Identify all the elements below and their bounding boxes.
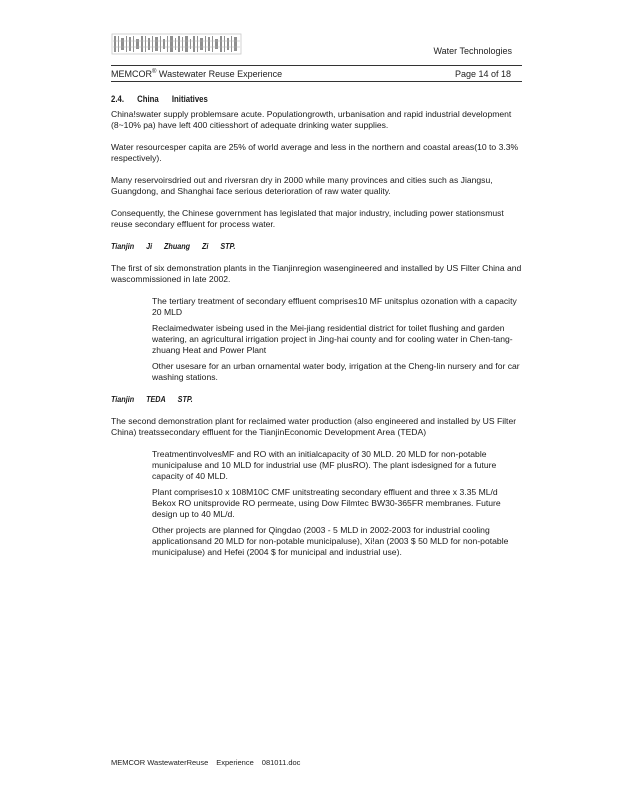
page-footer xyxy=(111,758,308,767)
footer-text: MEMCOR WastewaterReuse xyxy=(111,758,209,767)
paragraph: The first of six demonstration plants in the Tianjinregion wasengineered and installed by US Filter China and wascommissioned in late 2002. xyxy=(111,263,522,284)
indented-paragraph: Reclaimedwater isbeing used in the Mei-jiang residential district for toilet flushing and garden watering, an agricultural irrigation project in Jing-hai county and for cooling water in Chen-tang-zhuang Heat and Power Plant xyxy=(152,323,513,355)
heading-word: STP. xyxy=(220,241,236,251)
heading-word: Ji xyxy=(146,241,153,251)
indented-paragraph: The tertiary treatment of secondary effluent comprises10 MF unitsplus ozonation with a capacity 20 MLD xyxy=(152,296,517,317)
heading-word: Tianjin xyxy=(111,394,135,404)
section-heading xyxy=(111,94,448,105)
main-content xyxy=(111,94,522,569)
footer-text: Experience xyxy=(216,758,254,767)
document-title: MEMCOR® Wastewater Reuse Experience xyxy=(111,69,283,79)
heading-word: Zi xyxy=(201,241,209,251)
heading-word: Tianjin xyxy=(111,241,135,251)
heading-word: Zhuang xyxy=(163,241,191,251)
company-logo xyxy=(111,33,242,55)
subsection-heading-tianjin-jizhuangzi xyxy=(111,241,460,252)
indented-paragraph: Other projects are planned for Qingdao (2003 - 5 MLD in 2002-2003 for industrial cooling applicationsand 20 MLD for non-potable municipaluse), Xi!an (2003 $ 50 MLD for non-potable municipaluse) and Hefei (2004 $ for municipal and industrial use). xyxy=(152,525,509,557)
heading-word: TEDA xyxy=(146,394,166,404)
section-number: 2.4. xyxy=(111,94,125,105)
paragraph: Many reservoirsdried out and riversran dry in 2000 while many provinces and cities such as Jiangsu, Guangdong, and Shanghai face serious deterioration of raw water quality. xyxy=(111,175,493,196)
footer-filename: 081011.doc xyxy=(261,758,301,767)
paragraph: The second demonstration plant for reclaimed water production (also engineered and installed by US Filter China) treatssecondary effluent for the TianjinEconomic Development Area (TEDA) xyxy=(111,416,517,437)
indented-paragraph: Other usesare for an urban ornamental water body, irrigation at the Cheng-lin nursery and for car washing stations. xyxy=(152,361,520,382)
header-rule-bottom xyxy=(111,81,522,82)
paragraph: China!swater supply problemsare acute. Populationgrowth, urbanisation and rapid industrial development (8~10% pa) have left 400 citiesshort of adequate drinking water supplies. xyxy=(111,109,512,130)
subsection-heading-tianjin-teda xyxy=(111,394,460,405)
indented-paragraph: Plant comprises10 x 108M10C CMF unitstreating secondary effluent and three x 3.35 ML/d Bekox RO unitsprovide RO permeate, using Dow Filmtec BW30-365FR membranes. Future design up to 40 ML/d. xyxy=(152,487,501,519)
company-name: Water Technologies xyxy=(433,46,512,56)
indented-paragraph: TreatmentinvolvesMF and RO with an initialcapacity of 30 MLD. 20 MLD for non-potable municipaluse and 10 MLD for industrial use (MF plusRO). The plant isdesigned for a future capacity of 40 MLD. xyxy=(152,449,497,481)
header-rule-top xyxy=(111,65,522,66)
paragraph: Water resourcesper capita are 25% of world average and less in the northern and coastal areas(10 to 3.3% respectively). xyxy=(111,142,519,163)
paragraph: Consequently, the Chinese government has legislated that major industry, including power stationsmust reuse secondary effluent for process water. xyxy=(111,208,504,229)
heading-word: STP. xyxy=(177,394,193,404)
section-title-word: China xyxy=(137,94,159,105)
section-title-word: Initiatives xyxy=(171,94,208,105)
page-number: Page 14 of 18 xyxy=(455,69,512,79)
